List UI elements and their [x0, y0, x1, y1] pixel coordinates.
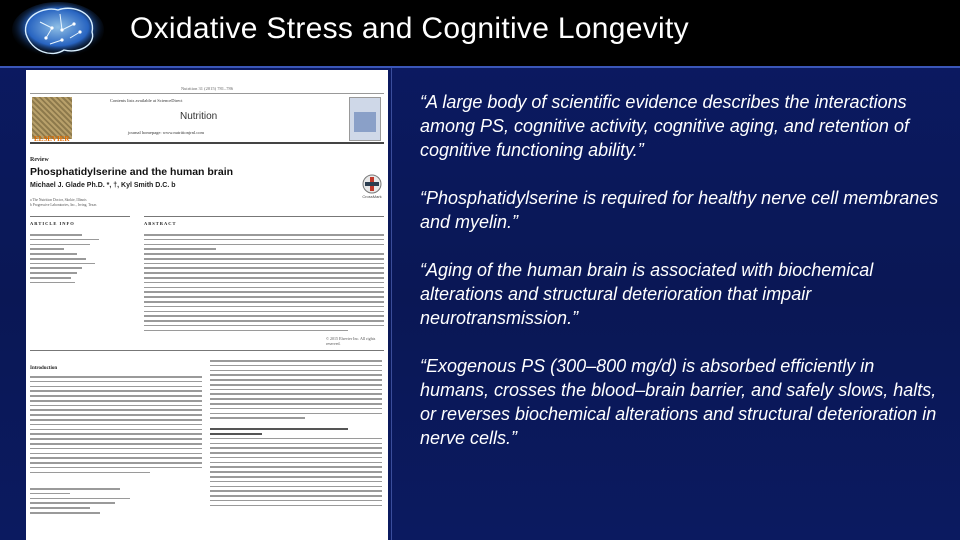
quotes-list — [420, 90, 940, 474]
footnotes — [30, 488, 130, 517]
quote-item: “Phosphatidylserine is required for healthy nerve cell membranes and myelin.” — [420, 188, 939, 232]
paper-thumbnail — [26, 70, 388, 540]
paper-authors: Michael J. Glade Ph.D. *, †, Kyl Smith D.C. b — [30, 182, 176, 189]
section-rule — [30, 350, 384, 351]
affiliation-b: b Progressive Laboratories, Inc., Irving, Texas — [30, 203, 97, 207]
article-info-heading: ARTICLE INFO — [30, 221, 75, 226]
crossmark-icon — [359, 173, 385, 199]
abstract-heading: ABSTRACT — [144, 221, 177, 226]
journal-homepage: journal homepage: www.nutritionjrnl.com — [128, 130, 204, 135]
intro-column-right — [210, 360, 382, 509]
publisher-name: ELSEVIER — [34, 135, 70, 143]
section-rule — [144, 216, 384, 217]
journal-name: Nutrition — [180, 111, 218, 122]
affiliations — [30, 198, 96, 208]
quote-item: “Aging of the human brain is associated with biochemical alterations and structural deterioration that impair neurotransmission.” — [420, 260, 874, 328]
quote-item: “Exogenous PS (300–800 mg/d) is absorbed efficiently in humans, crosses the blood–brain barrier, and safely slows, halts, or reverses biochemical alterations and structural deterioration in nerve cells.” — [420, 356, 937, 448]
paper-headline: Phosphatidylserine and the human brain — [30, 166, 234, 178]
brain-circuit-icon — [0, 0, 118, 66]
abstract-text — [144, 234, 384, 334]
title-bar — [0, 0, 960, 66]
intro-column-left — [30, 376, 202, 476]
paper-masthead — [30, 93, 384, 144]
contents-available: Contents lists available at ScienceDirect — [110, 98, 183, 103]
copyright: © 2015 Elsevier Inc. All rights reserved. — [326, 336, 376, 346]
affiliation-a: a The Nutrition Doctor, Skokie, Illinois — [30, 198, 87, 202]
header-divider — [0, 66, 960, 68]
article-info-text — [30, 234, 116, 287]
quote-item: “A large body of scientific evidence describes the interactions among PS, cognitive activity, cognitive aging, and retention of cognitive functioning ability.” — [420, 92, 909, 160]
slide-title: Oxidative Stress and Cognitive Longevity — [130, 12, 689, 45]
paper-citation: Nutrition 31 (2015) 781–786 — [180, 86, 234, 91]
intro-heading: Introduction — [30, 366, 58, 371]
column-divider — [391, 68, 392, 540]
elsevier-tree-icon — [32, 97, 72, 139]
journal-cover-icon — [349, 97, 381, 141]
crossmark-label: CrossMark — [362, 194, 382, 199]
article-type: Review — [30, 157, 49, 163]
section-rule — [30, 216, 130, 217]
